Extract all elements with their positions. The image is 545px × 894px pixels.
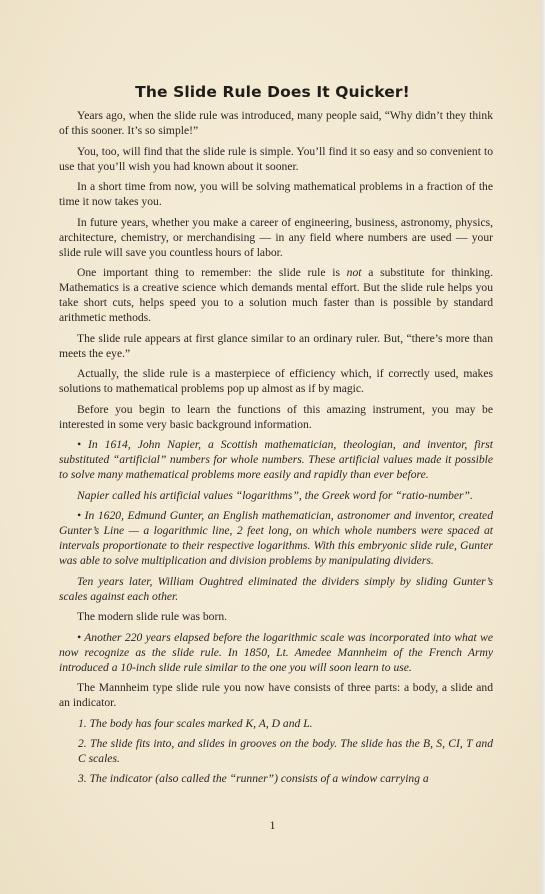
paragraph: Actually, the slide rule is a masterpiece of efficiency which, if correctly used, makes solutions to mathematical problems pop up almost as if by magic. <box>59 367 493 395</box>
list-item: 1. The body has four scales marked K, A, D and L. <box>78 716 313 730</box>
list-item: 3. The indicator (also called the “runner”) consists of a window carrying a <box>78 771 429 785</box>
page-number: 1 <box>269 818 276 832</box>
paragraph: The Mannheim type slide rule you now have consists of three parts: a body, a slide and an indicator. <box>59 681 493 709</box>
parts-list <box>59 716 493 786</box>
paragraph-text: One important thing to remember: the slide rule is <box>77 266 347 279</box>
paragraph: You, too, will find that the slide rule is simple. You’ll find it so easy and so convenient to use that you’ll wish you had known about it sooner. <box>59 144 493 173</box>
paragraph-text: a substitute for thinking. Mathematics is a creative science which demands mental effort. But the slide rule helps you take short cuts, helps speed you to a solution much faster than is possible by standard arithmetic methods. <box>59 266 493 324</box>
history-oughtred: Ten years later, William Oughtred eliminated the dividers simply by sliding Gunter’s scales against each other. <box>59 574 493 603</box>
paragraph <box>59 265 493 325</box>
list-item: 2. The slide fits into, and slides in grooves on the body. The slide has the B, S, CI, T and C scales. <box>78 736 493 765</box>
emphasis-text: not <box>346 266 362 279</box>
paragraph: Before you begin to learn the functions of this amazing instrument, you may be interested in some very basic background information. <box>59 402 493 431</box>
page-title: The Slide Rule Does It Quicker! <box>135 83 410 101</box>
paragraph: In future years, whether you make a career of engineering, business, astronomy, physics, architecture, chemistry, or merchandising — in any field where numbers are used — your slide rule will save you countless hours of labor. <box>59 215 493 259</box>
history-napier: • In 1614, John Napier, a Scottish mathematician, theologian, and inventor, first substituted “artificial” numbers for whole numbers. These artificial values made it possible to solve many mathematical problems more easily and rapidly than ever before. <box>59 438 493 481</box>
paragraph: Years ago, when the slide rule was introduced, many people said, “Why didn’t they think of this sooner. It’s so simple!” <box>59 109 493 137</box>
paragraph: The slide rule appears at first glance similar to an ordinary ruler. But, “there’s more than meets the eye.” <box>59 331 493 360</box>
paragraph: In a short time from now, you will be solving mathematical problems in a fraction of the time it now takes you. <box>59 180 493 208</box>
body-text <box>59 108 493 791</box>
history-logarithms: Napier called his artificial values “logarithms”, the Greek word for “ratio-number”. <box>77 488 473 502</box>
history-gunter: • In 1620, Edmund Gunter, an English mathematician, astronomer and inventor, created Gunter’s Line — a logarithmic line, 2 feet long, on which whole numbers were spaced at intervals proportionate to their respective logarithms. With this embryonic slide rule, Gunter was able to solve multiplication and division problems by manipulating dividers. <box>59 509 493 567</box>
history-mannheim: • Another 220 years elapsed before the logarithmic scale was incorporated into what we now recognize as the slide rule. In 1850, Lt. Amedee Mannheim of the French Army introduced a 10-inch slide rule similar to the one you will soon learn to use. <box>59 630 493 674</box>
paragraph: The modern slide rule was born. <box>77 610 228 623</box>
